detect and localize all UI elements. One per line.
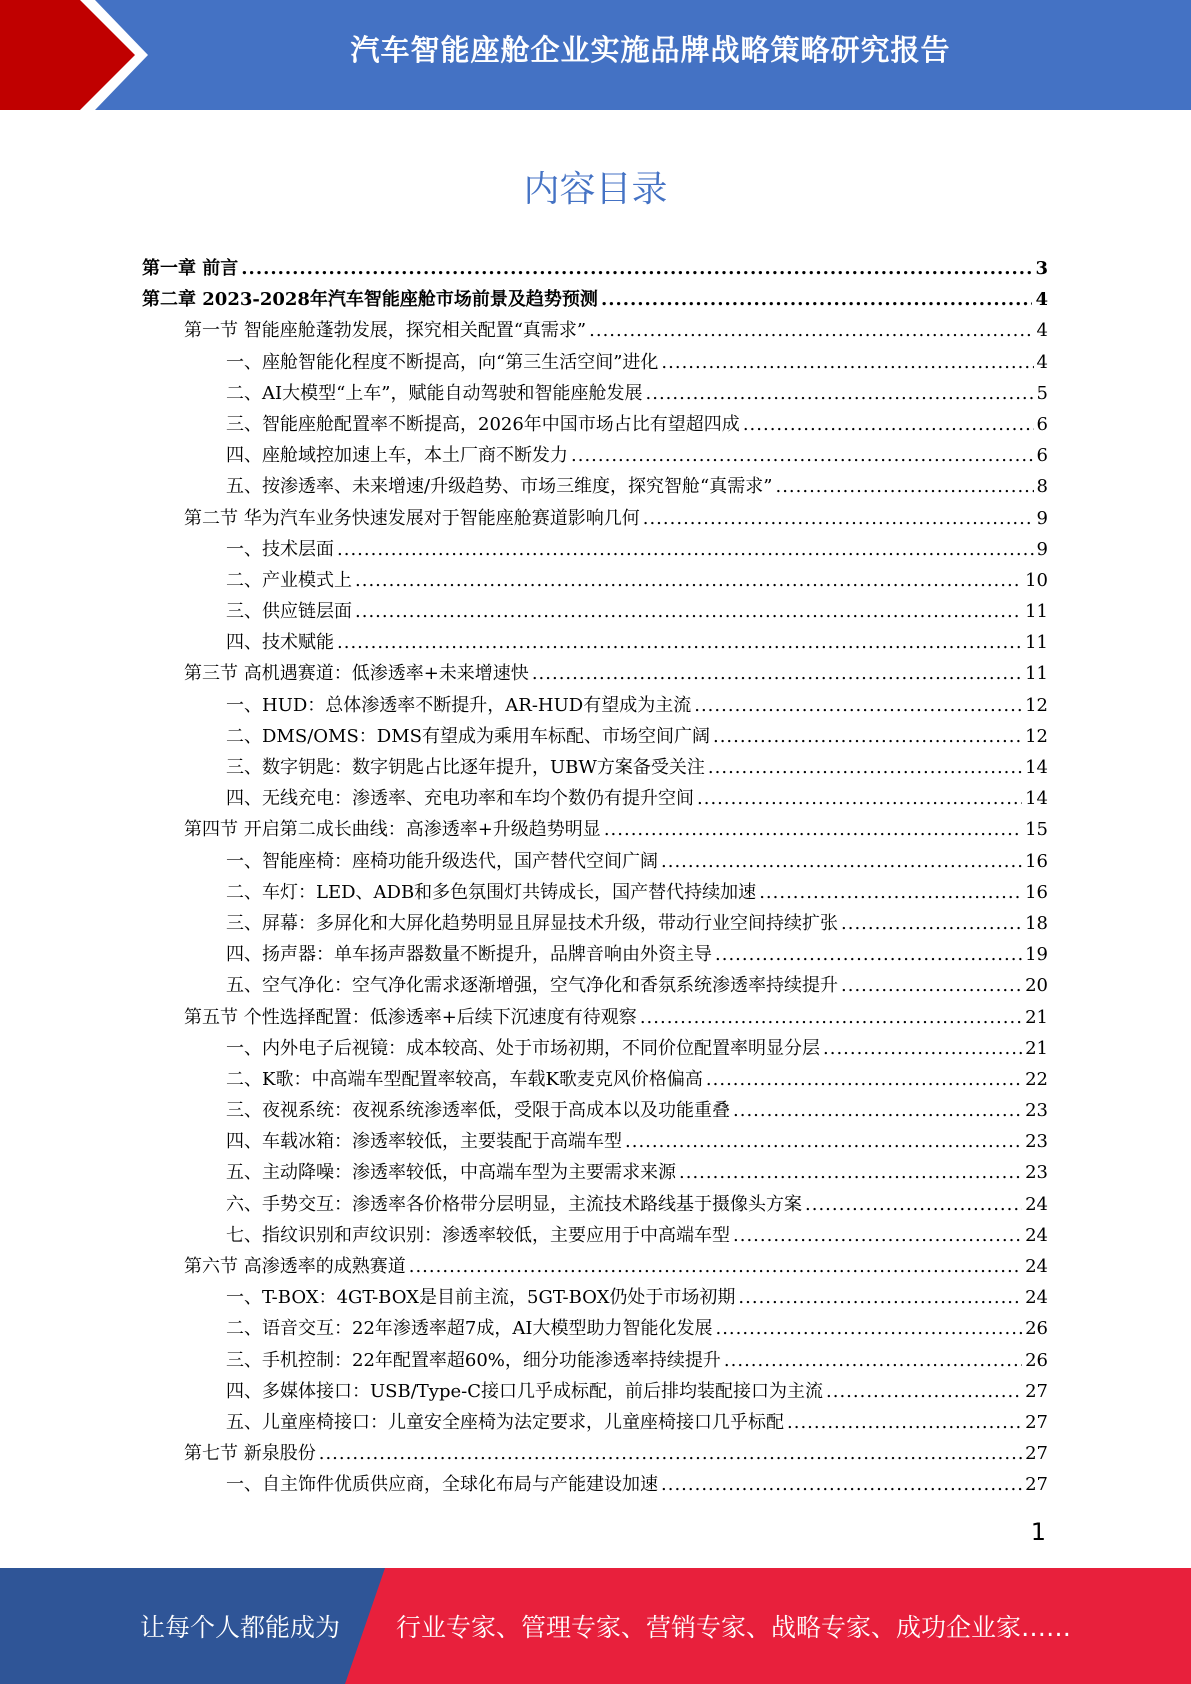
page-footer [0,1568,1191,1684]
toc-dot-leader [715,1313,1022,1344]
toc-entry-text: 三、屏幕：多屏化和大屏化趋势明显且屏显技术升级，带动行业空间持续扩张 [226,912,838,934]
toc-dot-leader [694,690,1022,721]
toc-entry-text: 四、无线充电：渗透率、充电功率和车均个数仍有提升空间 [226,788,694,810]
toc-entry[interactable] [142,1345,1048,1376]
toc-dot-leader [640,1002,1022,1033]
toc-page-number: 11 [1025,632,1048,654]
toc-entry-text: 二、产业模式上 [226,569,352,591]
toc-entry-text: 四、车载冰箱：渗透率较低，主要装配于高端车型 [226,1131,622,1153]
toc-entry[interactable] [142,627,1048,658]
toc-page-number: 6 [1036,445,1048,467]
toc-entry-text: 一、内外电子后视镜：成本较高、处于市场初期，不同价位配置率明显分层 [226,1037,820,1059]
toc-page-number: 26 [1025,1318,1048,1340]
toc-dot-leader [826,1376,1022,1407]
toc-dot-leader [743,409,1034,440]
toc-entry-text: 二、车灯：LED、ADB和多色氛围灯共铸成长，国产替代持续加速 [226,881,757,903]
toc-entry[interactable] [142,315,1048,346]
toc-dot-leader [589,315,1033,346]
toc-entry[interactable] [142,658,1048,689]
toc-entry-text: 四、多媒体接口：USB/Type-C接口几乎成标配，前后排均装配接口为主流 [226,1380,823,1402]
toc-page-number: 3 [1035,258,1048,279]
toc-entry-text: 第六节 高渗透率的成熟赛道 [184,1256,406,1277]
toc-page-number: 6 [1036,413,1048,435]
toc-entry-text: 一、自主饰件优质供应商，全球化布局与产能建设加速 [226,1474,658,1496]
toc-entry-text: 第二节 华为汽车业务快速发展对于智能座舱赛道影响几何 [184,507,640,529]
toc-entry[interactable] [142,440,1048,471]
footer-slogan-right: 行业专家、管理专家、营销专家、战略专家、成功企业家…… [396,1613,1072,1642]
toc-page-number: 11 [1025,601,1048,623]
toc-entry-text: 四、座舱域控加速上车，本土厂商不断发力 [226,445,568,467]
toc-page-number: 16 [1025,850,1048,872]
report-title: 汽车智能座舱企业实施品牌战略策略研究报告 [350,33,951,67]
toc-dot-leader [738,1282,1022,1313]
toc-page-number: 19 [1025,944,1048,966]
toc-entry-text: 五、按渗透率、未来增速/升级趋势、市场三维度，探究智舱“真需求” [226,476,773,498]
toc-entry-text: 一、T-BOX：4GT-BOX是目前主流，5GT-BOX仍处于市场初期 [226,1287,736,1309]
toc-dot-leader [319,1438,1022,1469]
toc-entry-text: 第一节 智能座舱蓬勃发展，探究相关配置“真需求” [184,320,587,342]
toc-page-number: 27 [1025,1443,1048,1465]
toc-entry[interactable] [142,596,1048,627]
toc-entry[interactable] [142,1438,1048,1469]
toc-dot-leader [841,908,1022,939]
toc-page-number: 10 [1025,569,1048,591]
toc-entry[interactable] [142,378,1048,409]
toc-entry-text: 四、扬声器：单车扬声器数量不断提升，品牌音响由外资主导 [226,944,712,966]
toc-page-number: 14 [1025,757,1048,778]
toc-dot-leader [679,1157,1022,1188]
toc-dot-leader [733,1095,1022,1126]
toc-entry[interactable] [142,534,1048,565]
toc-dot-leader [601,284,1033,315]
toc-entry-text: 七、指纹识别和声纹识别：渗透率较低，主要应用于中高端车型 [226,1224,730,1246]
toc-page-number: 15 [1025,819,1048,841]
toc-entry-text: 五、儿童座椅接口：儿童安全座椅为法定要求，儿童座椅接口几乎标配 [226,1411,784,1433]
toc-page-number: 21 [1025,1006,1048,1028]
toc-entry[interactable] [142,721,1048,752]
toc-page-number: 12 [1025,725,1048,747]
toc-page-number: 20 [1025,975,1048,997]
toc-dot-leader [713,721,1022,752]
toc-dot-leader [733,1220,1022,1251]
toc-entry[interactable] [142,752,1048,783]
toc-entry[interactable] [142,503,1048,534]
toc-page-number: 12 [1025,694,1048,716]
toc-dot-leader [724,1345,1022,1376]
toc-entry-text: 一、技术层面 [226,538,334,560]
toc-page-number: 27 [1025,1474,1048,1496]
toc-entry[interactable] [142,1033,1048,1064]
toc-entry-text: 三、智能座舱配置率不断提高，2026年中国市场占比有望超四成 [226,413,740,435]
toc-page-number: 23 [1025,1162,1048,1184]
toc-entry[interactable] [142,783,1048,814]
toc-entry-text: 二、DMS/OMS：DMS有望成为乘用车标配、市场空间广阔 [226,725,710,747]
toc-entry[interactable] [142,1407,1048,1438]
toc-page-number: 23 [1025,1131,1048,1153]
toc-page-number: 4 [1035,289,1048,311]
toc-entry[interactable] [142,1002,1048,1033]
toc-entry[interactable] [142,1251,1048,1282]
toc-entry[interactable] [142,690,1048,721]
toc-entry[interactable] [142,1095,1048,1126]
toc-dot-leader [775,471,1033,502]
toc-dot-leader [759,877,1022,908]
toc-page-number: 9 [1036,507,1048,529]
toc-entry[interactable] [142,970,1048,1001]
toc-dot-leader [625,1126,1022,1157]
toc-entry[interactable] [142,1189,1048,1220]
toc-dot-leader [646,378,1034,409]
toc-entry-text: 一、HUD：总体渗透率不断提升，AR-HUD有望成为主流 [226,694,692,716]
page-header [0,0,1191,110]
page-number: 1 [1030,1518,1046,1546]
toc-entry[interactable] [142,1064,1048,1095]
toc-dot-leader [571,440,1034,471]
toc-page-number: 16 [1025,881,1048,903]
toc-entry-text: 第七节 新泉股份 [184,1443,316,1465]
toc-dot-leader [787,1407,1022,1438]
toc-entry-text: 三、数字钥匙：数字钥匙占比逐年提升，UBW方案备受关注 [226,757,705,778]
toc-page-number: 24 [1025,1287,1048,1309]
toc-entry-text: 五、空气净化：空气净化需求逐渐增强，空气净化和香氛系统渗透率持续提升 [226,975,838,997]
toc-entry-text: 第一章 前言 [142,258,239,279]
toc-dot-leader [604,814,1022,845]
toc-page-number: 24 [1025,1224,1048,1246]
toc-entry-text: 第三节 高机遇赛道：低渗透率+未来增速快 [184,663,529,685]
toc-entry[interactable] [142,1282,1048,1313]
toc-entry[interactable] [142,471,1048,502]
toc-entry[interactable] [142,846,1048,877]
toc-dot-leader [661,347,1033,378]
toc-entry[interactable] [142,565,1048,596]
toc-page-number: 18 [1025,912,1048,934]
toc-entry-text: 一、座舱智能化程度不断提高，向“第三生活空间”进化 [226,351,659,373]
toc-entry[interactable] [142,1157,1048,1188]
toc-dot-leader [706,1064,1022,1095]
toc-dot-leader [337,534,1034,565]
footer-slogan-left: 让每个人都能成为 [140,1613,341,1642]
toc-entry[interactable] [142,347,1048,378]
toc-page-number: 22 [1025,1068,1048,1090]
toc-page-number: 14 [1025,788,1048,810]
toc-heading: 内容目录 [523,169,668,210]
toc-entry-text: 第五节 个性选择配置：低渗透率+后续下沉速度有待观察 [184,1006,637,1028]
toc-entry-text: 一、智能座椅：座椅功能升级迭代，国产替代空间广阔 [226,850,658,872]
toc-page-number: 4 [1036,351,1048,373]
toc-entry[interactable] [142,1313,1048,1344]
toc-entry[interactable] [142,877,1048,908]
toc-dot-leader [715,939,1022,970]
toc-entry[interactable] [142,814,1048,845]
toc-entry-text: 六、手势交互：渗透率各价格带分层明显，主流技术路线基于摄像头方案 [226,1193,802,1215]
toc-entry-text: 第四节 开启第二成长曲线：高渗透率+升级趋势明显 [184,819,601,841]
toc-page-number: 5 [1036,382,1048,404]
toc-page-number: 27 [1025,1411,1048,1433]
toc-entry[interactable] [142,939,1048,970]
header-red-chevron [0,0,160,110]
toc-entry[interactable] [142,253,1048,284]
toc-page-number: 27 [1025,1380,1048,1402]
toc-entry[interactable] [142,908,1048,939]
toc-dot-leader [661,1469,1022,1500]
toc-dot-leader [355,596,1022,627]
toc-entry[interactable] [142,409,1048,440]
toc-entry-text: 四、技术赋能 [226,632,334,654]
toc-dot-leader [532,658,1022,689]
table-of-contents [142,253,1048,1501]
toc-entry[interactable] [142,1220,1048,1251]
toc-page-number: 26 [1025,1349,1048,1371]
toc-entry-text: 五、主动降噪：渗透率较低，中高端车型为主要需求来源 [226,1162,676,1184]
toc-entry[interactable] [142,284,1048,315]
toc-entry-text: 二、K歌：中高端车型配置率较高，车载K歌麦克风价格偏高 [226,1068,703,1090]
toc-dot-leader [661,846,1022,877]
toc-page-number: 9 [1036,538,1048,560]
toc-entry-text: 二、AI大模型“上车”，赋能自动驾驶和智能座舱发展 [226,382,643,404]
toc-dot-leader [409,1251,1022,1282]
toc-dot-leader [355,565,1022,596]
toc-dot-leader [708,752,1022,783]
toc-entry-text: 三、手机控制：22年配置率超60%，细分功能渗透率持续提升 [226,1349,721,1371]
toc-dot-leader [241,253,1032,284]
toc-dot-leader [697,783,1022,814]
toc-entry[interactable] [142,1126,1048,1157]
toc-dot-leader [337,627,1022,658]
toc-page-number: 11 [1025,663,1048,685]
toc-entry-text: 三、供应链层面 [226,601,352,623]
toc-entry-text: 二、语音交互：22年渗透率超7成，AI大模型助力智能化发展 [226,1318,713,1340]
toc-dot-leader [823,1033,1022,1064]
toc-entry[interactable] [142,1376,1048,1407]
toc-entry-text: 三、夜视系统：夜视系统渗透率低，受限于高成本以及功能重叠 [226,1100,730,1122]
toc-page-number: 4 [1036,320,1048,342]
toc-dot-leader [643,503,1034,534]
toc-page-number: 8 [1036,476,1048,498]
toc-entry[interactable] [142,1469,1048,1500]
toc-page-number: 21 [1025,1037,1048,1059]
toc-page-number: 24 [1025,1193,1048,1215]
toc-page-number: 23 [1025,1100,1048,1122]
toc-dot-leader [805,1189,1022,1220]
toc-page-number: 24 [1025,1256,1048,1277]
toc-entry-text: 第二章 2023-2028年汽车智能座舱市场前景及趋势预测 [142,289,598,311]
toc-dot-leader [841,970,1022,1001]
